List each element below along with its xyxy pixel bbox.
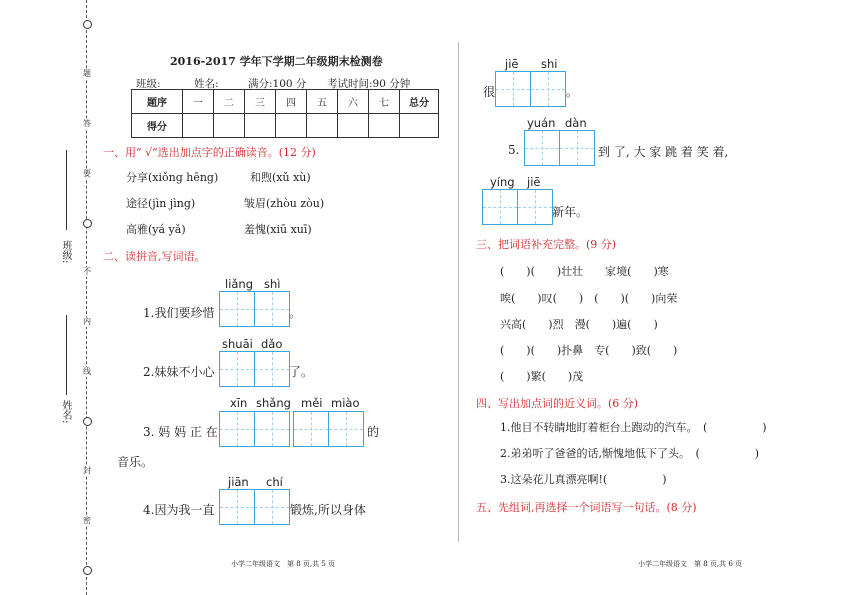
reading-item: 分享(xiǒng hēng) bbox=[126, 171, 219, 184]
question-text: 。 bbox=[289, 306, 302, 320]
section5-title: 五、先组词,再选择一个词语写一句话。(8 分) bbox=[476, 501, 697, 514]
pinyin: shi bbox=[541, 57, 558, 71]
score-cell[interactable] bbox=[307, 114, 338, 138]
binding-char: 内 bbox=[83, 317, 91, 327]
score-table-header: 七 bbox=[369, 90, 400, 114]
section1-title: 一、用“ √”选出加点字的正确读音。(12 分) bbox=[103, 146, 316, 159]
binding-class-label: 班级: bbox=[60, 240, 71, 264]
synonym-question: 1.他目不转睛地盯着柜台上跑动的汽车。 ( ) bbox=[500, 421, 767, 434]
score-cell[interactable] bbox=[214, 114, 245, 138]
binding-char: 密 bbox=[83, 516, 91, 526]
pinyin: chí bbox=[266, 475, 283, 489]
score-table-header: 六 bbox=[338, 90, 369, 114]
question-text: 音乐。 bbox=[117, 455, 154, 469]
full-score: 满分:100 分 bbox=[248, 78, 307, 90]
synonym-question: 2.弟弟听了爸爸的话,惭愧地低下了头。 ( ) bbox=[500, 447, 760, 460]
fill-word-line: ( )繁( )茂 bbox=[500, 370, 584, 383]
page-footer-right: 小学二年级语文 第 8 页,共 6 页 bbox=[638, 560, 743, 568]
pinyin: liǎng bbox=[225, 277, 254, 291]
question-text: 4.因为我一直 bbox=[143, 503, 215, 517]
writing-grid[interactable] bbox=[524, 130, 595, 166]
pinyin: yuán bbox=[527, 116, 556, 130]
pinyin: jiē bbox=[505, 57, 519, 71]
column-divider bbox=[458, 42, 459, 542]
fill-word-line: 唉( )叹( ) ( )( )向荣 bbox=[500, 292, 678, 305]
question-text: 5. bbox=[508, 143, 520, 157]
fill-word-line: 兴高( )烈 漫( )遍( ) bbox=[500, 318, 658, 331]
pinyin: shì bbox=[264, 277, 281, 291]
score-row-label: 得分 bbox=[132, 114, 183, 138]
page-footer-left: 小学二年级语文 第 8 页,共 5 页 bbox=[231, 560, 336, 568]
score-table-header: 总分 bbox=[400, 90, 439, 114]
writing-grid[interactable] bbox=[293, 411, 364, 447]
reading-item: 途径(jìn jìng) bbox=[126, 197, 196, 210]
score-table-header: 五 bbox=[307, 90, 338, 114]
binding-char: 线 bbox=[83, 367, 91, 377]
binding-hole-icon bbox=[83, 20, 92, 29]
score-cell[interactable] bbox=[276, 114, 307, 138]
score-table-header: 四 bbox=[276, 90, 307, 114]
question-text: 锻炼,所以身体 bbox=[290, 503, 366, 517]
writing-grid[interactable] bbox=[495, 71, 566, 107]
binding-name-line bbox=[66, 315, 67, 395]
writing-grid[interactable] bbox=[219, 489, 290, 525]
binding-char: 不 bbox=[83, 267, 91, 277]
binding-char: 封 bbox=[83, 466, 91, 476]
binding-hole-icon bbox=[83, 417, 92, 426]
binding-margin bbox=[80, 0, 94, 595]
binding-char: 要 bbox=[83, 168, 91, 178]
score-cell[interactable] bbox=[338, 114, 369, 138]
score-table-header: 三 bbox=[245, 90, 276, 114]
question-text: 新年。 bbox=[552, 205, 589, 219]
binding-class-line bbox=[66, 150, 67, 230]
exam-time: 考试时间:90 分钟 bbox=[327, 78, 411, 90]
question-text: 。 bbox=[566, 85, 579, 99]
score-cell[interactable] bbox=[183, 114, 214, 138]
question-text: 1.我们要珍惜 bbox=[143, 306, 215, 320]
score-table-header: 题序 bbox=[132, 90, 183, 114]
name-label: 姓名: bbox=[194, 78, 219, 90]
question-text: 的 bbox=[367, 425, 380, 439]
writing-grid[interactable] bbox=[219, 411, 290, 447]
section3-title: 三、把词语补充完整。(9 分) bbox=[476, 238, 617, 251]
reading-item: 高雅(yá yǎ) bbox=[126, 223, 186, 236]
section4-title: 四、写出加点词的近义词。(6 分) bbox=[476, 397, 639, 410]
binding-hole-icon bbox=[83, 566, 92, 575]
binding-name-label: 姓名: bbox=[60, 400, 71, 424]
synonym-question: 3.这朵花儿真漂亮啊!( ) bbox=[500, 473, 667, 486]
pinyin: xīn bbox=[230, 396, 248, 410]
pinyin: yíng bbox=[490, 175, 515, 189]
pinyin: jiān bbox=[228, 475, 249, 489]
writing-grid[interactable] bbox=[219, 291, 290, 327]
pinyin: shuāi bbox=[222, 337, 253, 351]
pinyin: měi bbox=[301, 396, 323, 410]
writing-grid[interactable] bbox=[219, 351, 290, 387]
reading-item: 皱眉(zhòu zòu) bbox=[244, 197, 325, 210]
section2-title: 二、读拼音,写词语。 bbox=[103, 250, 206, 263]
question-text: 3. 妈 妈 正 在 bbox=[143, 425, 218, 439]
exam-title: 2016-2017 学年下学期二年级期末检测卷 bbox=[170, 55, 383, 68]
question-text: 了。 bbox=[289, 365, 314, 379]
pinyin: shǎng bbox=[256, 396, 291, 410]
score-cell[interactable] bbox=[245, 114, 276, 138]
pinyin: dàn bbox=[565, 116, 587, 130]
pinyin: dǎo bbox=[261, 337, 283, 351]
writing-grid[interactable] bbox=[482, 189, 553, 225]
score-table-header: 一 bbox=[183, 90, 214, 114]
fill-word-line: ( )( )壮壮 家境( )寒 bbox=[500, 265, 669, 278]
binding-char: 题 bbox=[83, 68, 91, 78]
binding-char: 答 bbox=[83, 118, 91, 128]
question-text: 2.妹妹不小心 bbox=[143, 365, 215, 379]
binding-hole-icon bbox=[83, 219, 92, 228]
pinyin: jiē bbox=[527, 175, 541, 189]
class-label: 班级: bbox=[136, 78, 161, 90]
reading-item: 羞愧(xiū xuī) bbox=[244, 223, 312, 236]
reading-item: 和煦(xǔ xù) bbox=[250, 171, 311, 184]
fill-word-line: ( )( )扑鼻 专( )致( ) bbox=[500, 344, 678, 357]
score-cell[interactable] bbox=[400, 114, 439, 138]
pinyin: miào bbox=[331, 396, 360, 410]
score-table-header: 二 bbox=[214, 90, 245, 114]
question-text: 很 bbox=[483, 85, 496, 99]
score-table bbox=[131, 89, 439, 138]
score-cell[interactable] bbox=[369, 114, 400, 138]
question-text: 到 了, 大 家 跳 着 笑 着, bbox=[598, 145, 729, 159]
